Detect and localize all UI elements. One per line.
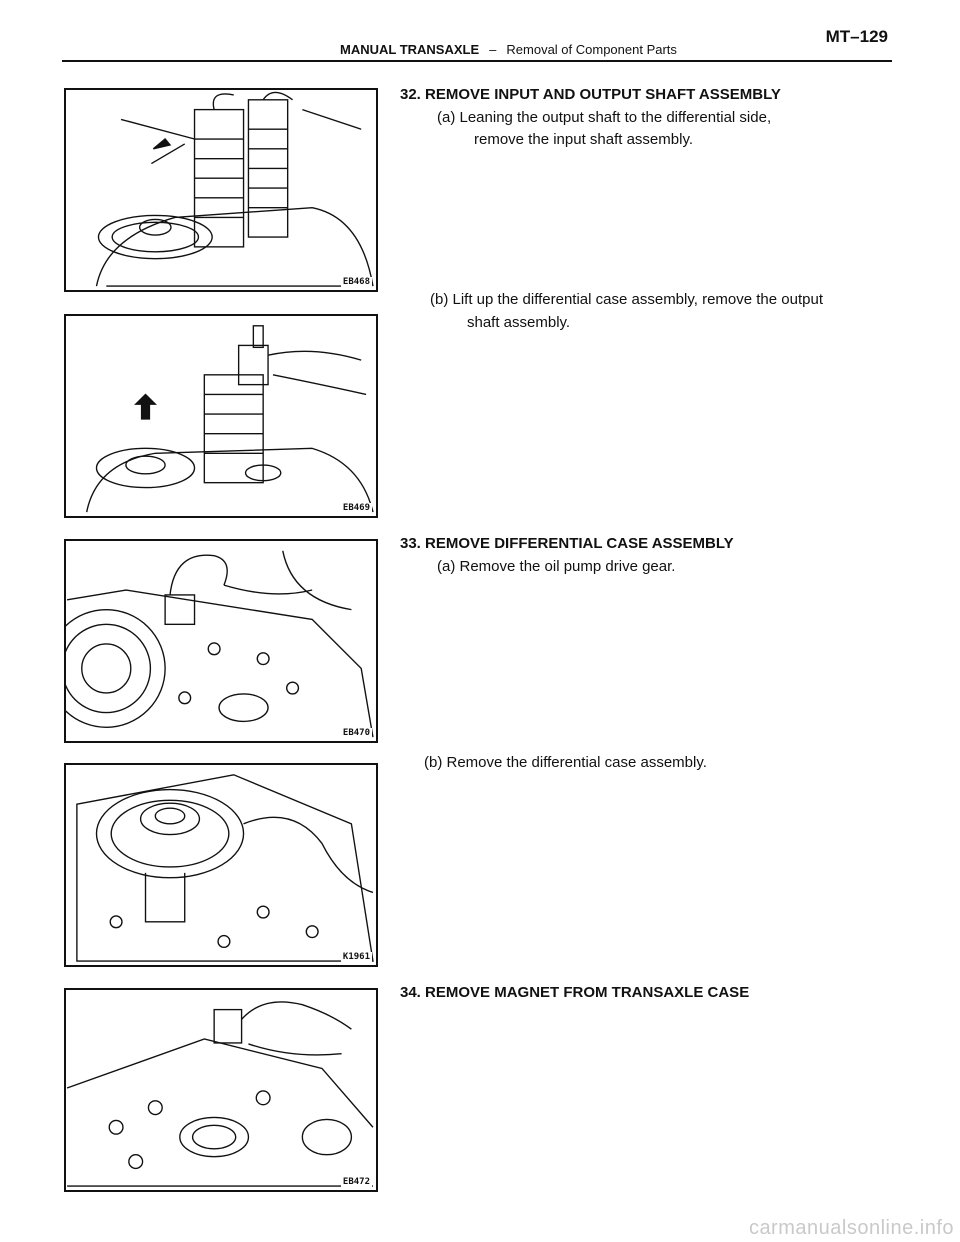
step-33a: (a) Remove the oil pump drive gear. xyxy=(437,558,676,575)
figure-code: EB469 xyxy=(342,503,370,513)
figure-code: K1961 xyxy=(342,952,370,962)
figure-code: EB470 xyxy=(342,728,370,738)
illustration-differential-removal xyxy=(66,765,376,965)
watermark: carmanualsonline.info xyxy=(748,1217,954,1239)
figure-differential-case xyxy=(64,763,378,967)
running-header xyxy=(340,42,677,57)
step-33-title: 33. REMOVE DIFFERENTIAL CASE ASSEMBLY xyxy=(400,535,734,552)
figure-code: EB468 xyxy=(342,277,370,287)
header-section: MANUAL TRANSAXLE xyxy=(340,42,480,57)
step-32a-line1: (a) Leaning the output shaft to the differential side, xyxy=(437,109,772,126)
figure-oil-pump-gear xyxy=(64,539,378,743)
step-32-title: 32. REMOVE INPUT AND OUTPUT SHAFT ASSEMBLY xyxy=(400,86,781,103)
header-separator: – xyxy=(489,42,497,57)
step-34-title: 34. REMOVE MAGNET FROM TRANSAXLE CASE xyxy=(400,984,750,1001)
step-32b-line2: shaft assembly. xyxy=(467,314,571,331)
figure-output-shaft-removal xyxy=(64,314,378,518)
illustration-lift-differential xyxy=(66,316,376,516)
page-number: MT–129 xyxy=(825,27,888,46)
step-32a-line2: remove the input shaft assembly. xyxy=(474,131,693,148)
header-subsection: Removal of Component Parts xyxy=(506,42,677,57)
illustration-oil-pump-drive-gear xyxy=(66,541,376,741)
header-rule xyxy=(62,60,892,62)
figure-magnet-removal xyxy=(64,988,378,1192)
step-33b: (b) Remove the differential case assembly. xyxy=(424,754,707,771)
figure-input-shaft-removal xyxy=(64,88,378,292)
illustration-input-output-shafts xyxy=(66,90,376,290)
illustration-transaxle-magnet xyxy=(66,990,376,1190)
figure-code: EB472 xyxy=(342,1177,370,1187)
step-32b-line1: (b) Lift up the differential case assembly, remove the output xyxy=(430,291,823,308)
